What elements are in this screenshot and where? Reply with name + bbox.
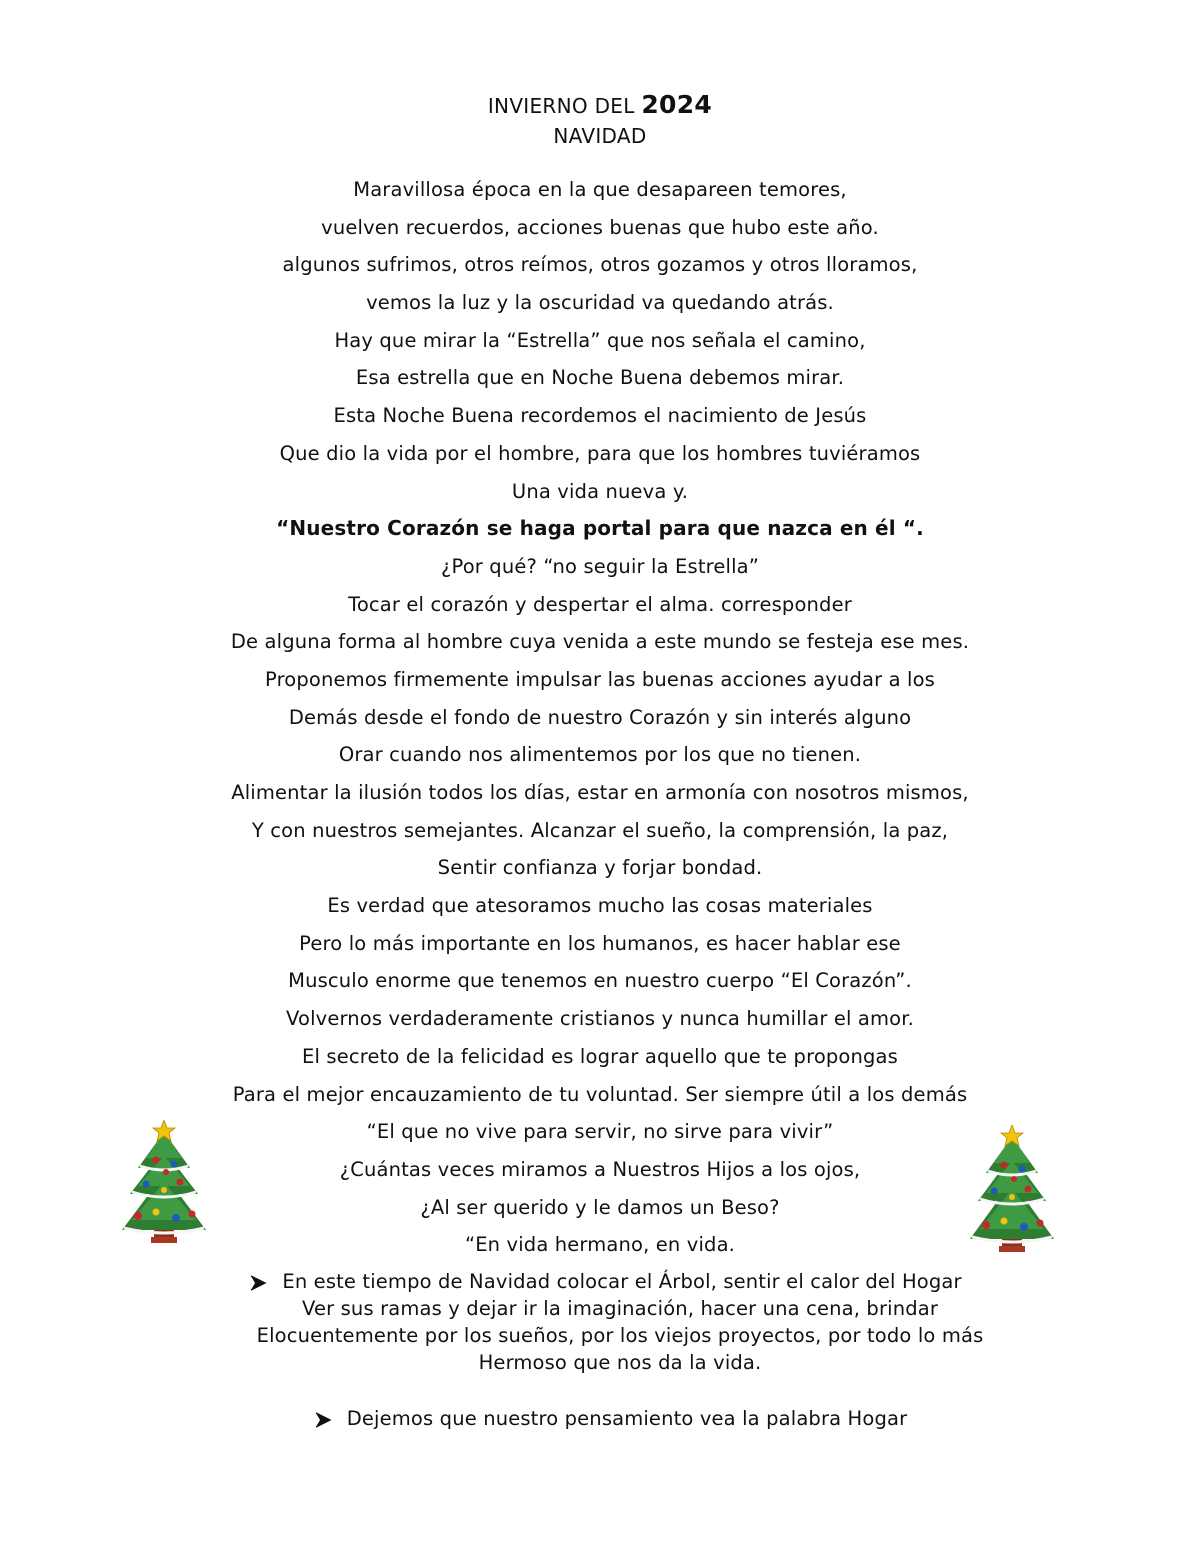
bullet-line: Elocuentemente por los sueños, por los viejos proyectos, por todo lo más	[256, 1324, 984, 1347]
poem-line: vemos la luz y la oscuridad va quedando atrás.	[366, 291, 834, 315]
poem-line: Esa estrella que en Noche Buena debemos mirar.	[355, 366, 845, 390]
poem-line: Es verdad que atesoramos mucho las cosas materiales	[327, 894, 873, 918]
poem-line: Musculo enorme que tenemos en nuestro cuerpo “El Corazón”.	[288, 969, 912, 993]
poem-line: Para el mejor encauzamiento de tu voluntad. Ser siempre útil a los demás	[232, 1082, 968, 1106]
poem-line: Sentir confianza y forjar bondad.	[437, 856, 763, 880]
poem-line: “En vida hermano, en vida.	[464, 1233, 736, 1257]
poem-line: algunos sufrimos, otros reímos, otros gozamos y otros lloramos,	[282, 253, 918, 277]
poem-line: Volvernos verdaderamente cristianos y nunca humillar el amor.	[286, 1007, 914, 1031]
poem-line: De alguna forma al hombre cuya venida a este mundo se festeja ese mes.	[230, 630, 970, 654]
poem-line: El secreto de la felicidad es lograr aquello que te propongas	[302, 1044, 898, 1068]
poem-line: vuelven recuerdos, acciones buenas que hubo este año.	[321, 215, 879, 239]
poem-line: ¿Al ser querido y le damos un Beso?	[420, 1195, 780, 1219]
bullet-list	[0, 1268, 1200, 1432]
poem-line: Pero lo más importante en los humanos, es hacer hablar ese	[299, 931, 901, 955]
poem-line: Y con nuestros semejantes. Alcanzar el sueño, la comprensión, la paz,	[251, 818, 949, 842]
poem-line: Maravillosa época en la que desapareen temores,	[353, 178, 847, 201]
poem-line: Esta Noche Buena recordemos el nacimiento de Jesús	[333, 404, 867, 428]
poem-line: Tocar el corazón y despertar el alma. corresponder	[348, 592, 852, 616]
bullet-line	[20, 1405, 1200, 1432]
arrow-bullet-icon	[313, 1411, 333, 1429]
arrow-bullet-icon	[248, 1274, 268, 1292]
bullet-item	[0, 1268, 1200, 1376]
bullet-text: En este tiempo de Navidad colocar el Árbol, sentir el calor del Hogar	[282, 1270, 962, 1293]
bullet-line: Ver sus ramas y dejar ir la imaginación, hacer una cena, brindar	[301, 1297, 939, 1320]
poem-line: Alimentar la ilusión todos los días, estar en armonía con nosotros mismos,	[231, 781, 969, 804]
poem-line: ¿Por qué? “no seguir la Estrella”	[440, 554, 759, 578]
title-subtitle: NAVIDAD	[553, 124, 647, 148]
poem-line: Proponemos firmemente impulsar las buenas acciones ayudar a los	[265, 667, 935, 691]
poem-line: “El que no vive para servir, no sirve para vivir”	[366, 1120, 834, 1144]
bullet-item	[0, 1405, 1200, 1432]
poem-line: ¿Cuántas veces miramos a Nuestros Hijos a los ojos,	[339, 1157, 861, 1181]
bullet-line	[10, 1268, 1200, 1295]
document-title	[0, 88, 1200, 149]
christmas-tree-icon	[118, 1120, 210, 1246]
christmas-tree-icon	[966, 1125, 1058, 1255]
title-line	[0, 88, 1200, 123]
poem-line: Demás desde el fondo de nuestro Corazón y sin interés alguno	[288, 705, 912, 729]
poem-body	[0, 171, 1200, 1264]
poem-line: Una vida nueva y.	[511, 479, 689, 503]
title-year: 2024	[641, 90, 713, 119]
poem-line-highlight: “Nuestro Corazón se haga portal para que nazca en él “.	[276, 516, 924, 541]
bullet-line: Hermoso que nos da la vida.	[478, 1351, 762, 1374]
title-prefix: INVIERNO DEL	[487, 94, 642, 118]
poem-line: Que dio la vida por el hombre, para que los hombres tuviéramos	[279, 441, 921, 465]
poem-line: Orar cuando nos alimentemos por los que no tienen.	[338, 743, 862, 767]
poem-line: Hay que mirar la “Estrella” que nos señala el camino,	[334, 328, 866, 352]
bullet-text: Dejemos que nuestro pensamiento vea la palabra Hogar	[346, 1407, 908, 1430]
